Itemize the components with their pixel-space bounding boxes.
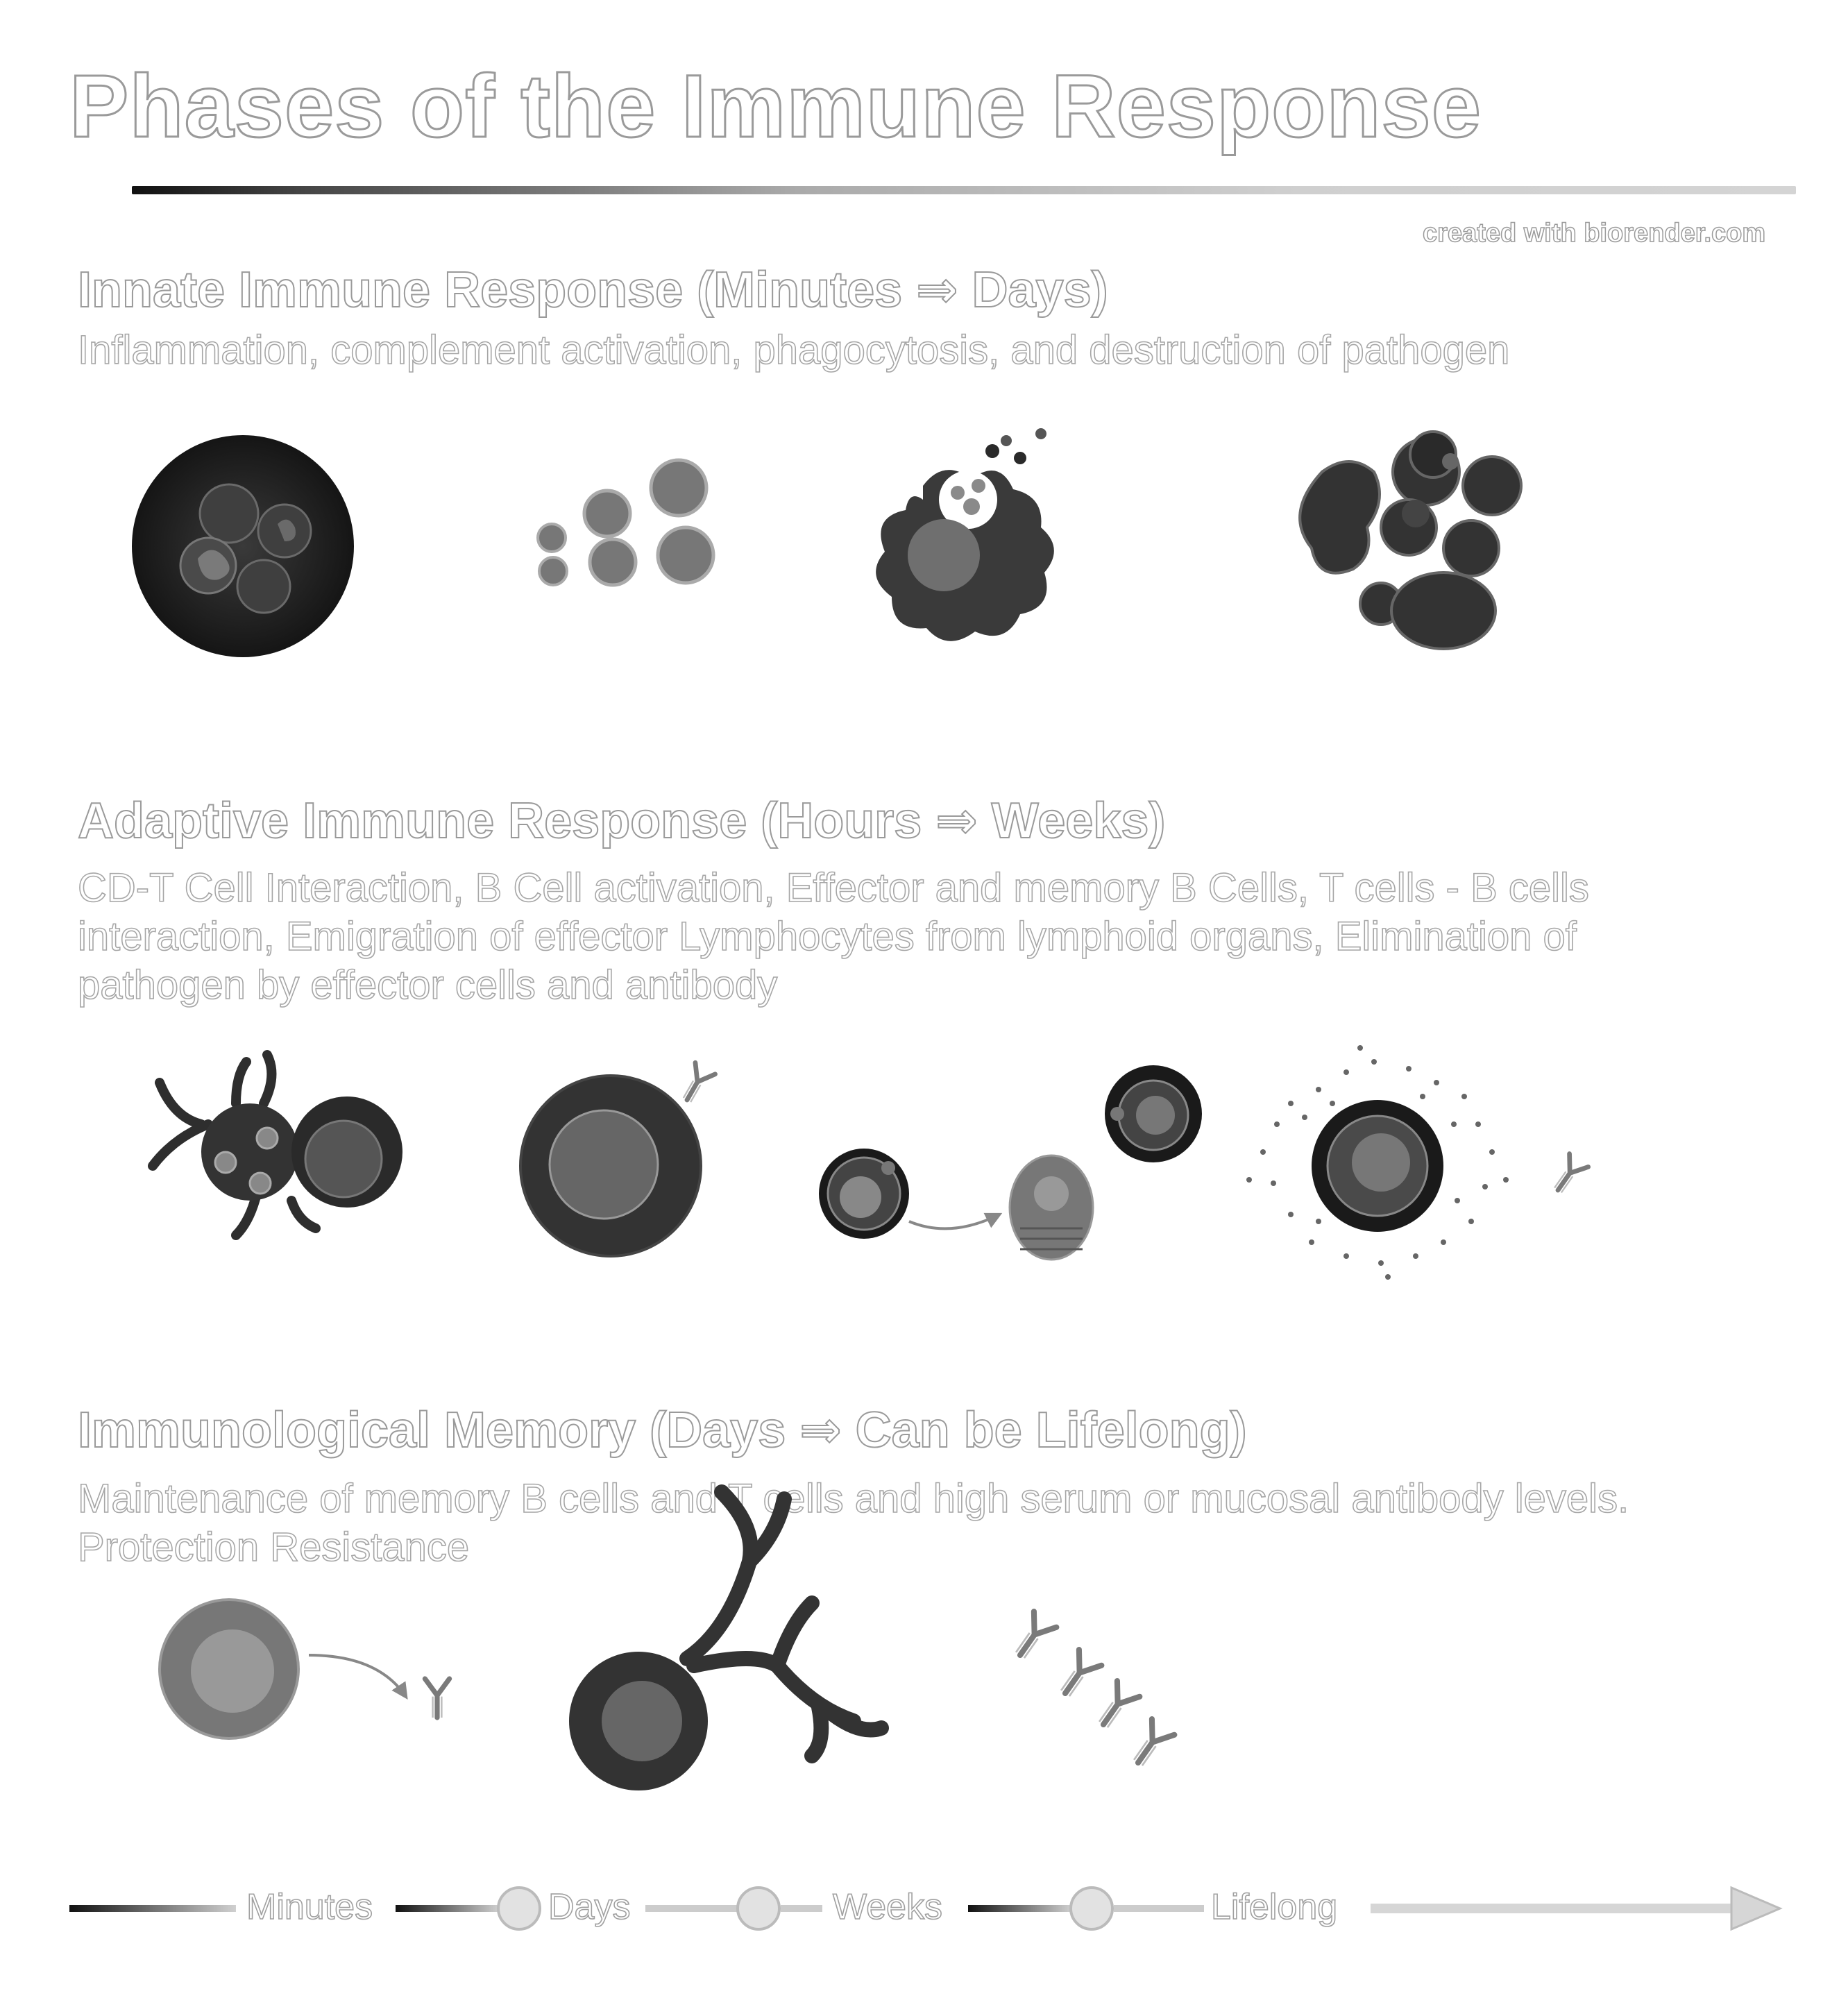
timeline-label-weeks: Weeks xyxy=(833,1887,942,1927)
credit-text: created with biorender.com xyxy=(1423,219,1766,248)
dendritic-t-cell-interaction-illustration xyxy=(153,1055,402,1235)
timeline-arrowhead-icon xyxy=(1731,1888,1780,1929)
complement-proteins-illustration xyxy=(538,460,713,585)
plasma-cell-secreting-antibodies-illustration xyxy=(1246,1045,1588,1280)
neutrophils-circle-illustration xyxy=(132,435,354,657)
timeline-label-days: Days xyxy=(548,1887,631,1927)
apoptotic-cell-illustration xyxy=(1300,432,1521,649)
memory-t-cell-neuron-like-illustration xyxy=(569,1492,881,1790)
adaptive-section-heading: Adaptive Immune Response (Hours ⇒ Weeks) xyxy=(78,793,1166,849)
effector-memory-b-cells-illustration xyxy=(819,1065,1202,1260)
antibody-cluster-illustration xyxy=(1009,1611,1175,1770)
adaptive-section-description: CD-T Cell Interaction, B Cell activation, Effector and memory B Cells, T cells - B cells interaction, Emigration of effector Lymphocytes from lymphoid organs, Elimination of pathogen by effector cells and antibody xyxy=(78,865,1589,1008)
innate-section-description: Inflammation, complement activation, phagocytosis, and destruction of pathogen xyxy=(78,328,1510,373)
memory-b-cell-antibody-illustration xyxy=(160,1600,450,1738)
timeline-label-lifelong: Lifelong xyxy=(1211,1887,1338,1927)
page-title: Phases of the Immune Response xyxy=(69,57,1482,156)
innate-section-heading: Innate Immune Response (Minutes ⇒ Days) xyxy=(78,262,1108,318)
memory-section-heading: Immunological Memory (Days ⇒ Can be Lifelong) xyxy=(78,1403,1247,1458)
macrophage-phagocytosis-illustration xyxy=(876,428,1054,641)
b-cell-activation-illustration xyxy=(520,1062,715,1256)
timeline-label-minutes: Minutes xyxy=(246,1887,373,1927)
memory-section-description: Maintenance of memory B cells and T cells and high serum or mucosal antibody levels. Protection Resistance xyxy=(78,1476,1629,1570)
